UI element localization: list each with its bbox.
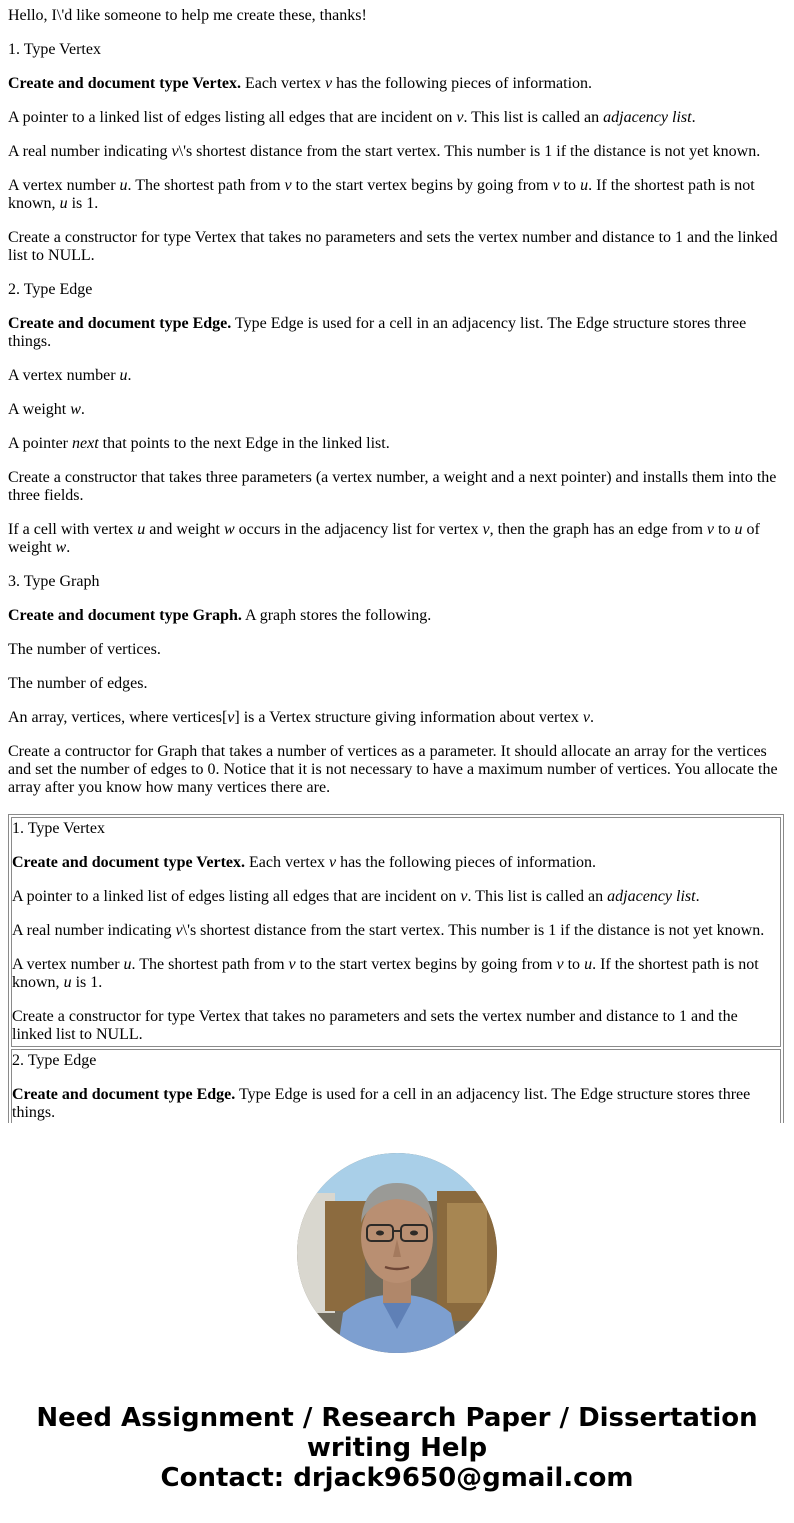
cell-vertex-constructor: Create a constructor for type Vertex that takes no parameters and sets the vertex number and distance to 1 and the linked list to NULL. (12, 1008, 738, 1043)
graph-vertices-array: An array, vertices, where vertices[v] is a Vertex structure giving information about vertex v. (8, 709, 595, 726)
edge-weight: A weight w. (8, 401, 85, 418)
cell-edge-heading: 2. Type Edge (12, 1052, 97, 1069)
cell-edge-lead: Create and document type Edge. Type Edge is used for a cell in an adjacency list. The Edge structure stores three things. (12, 1086, 751, 1121)
edge-constructor: Create a constructor that takes three parameters (a vertex number, a weight and a next pointer) and installs them into the three fields. (8, 469, 777, 504)
vertex-constructor: Create a constructor for type Vertex that takes no parameters and sets the vertex number and distance to 1 and the linked list to NULL. (8, 229, 778, 264)
author-portrait-image (297, 1153, 497, 1353)
vertex-distance: A real number indicating v\'s shortest distance from the start vertex. This number is 1 if the distance is not yet known. (8, 143, 761, 160)
edge-meaning: If a cell with vertex u and weight w occurs in the adjacency list for vertex v, then the graph has an edge from v to u of weight w. (8, 521, 760, 556)
footer-help-text: Need Assignment / Research Paper / Dissertation writing Help (36, 1403, 758, 1463)
vertex-heading: 1. Type Vertex (8, 41, 101, 58)
table-cell-vertex (11, 817, 781, 1047)
question-table (8, 814, 784, 1123)
cell-vertex-adjacency: A pointer to a linked list of edges listing all edges that are incident on v. This list is called an adjacency list. (12, 888, 700, 905)
cell-vertex-distance: A real number indicating v\'s shortest distance from the start vertex. This number is 1 if the distance is not yet known. (12, 922, 765, 939)
vertex-adjacency: A pointer to a linked list of edges listing all edges that are incident on v. This list is called an adjacency list. (8, 109, 696, 126)
edge-next-pointer: A pointer next that points to the next Edge in the linked list. (8, 435, 390, 452)
footer-contact-text: Contact: drjack9650@gmail.com (160, 1463, 634, 1493)
cell-vertex-heading: 1. Type Vertex (12, 820, 105, 837)
edge-lead: Create and document type Edge. Type Edge is used for a cell in an adjacency list. The Edge structure stores three things. (8, 315, 747, 350)
edge-vertex-number: A vertex number u. (8, 367, 132, 384)
graph-lead: Create and document type Graph. A graph stores the following. (8, 607, 432, 624)
intro-text: Hello, I\'d like someone to help me create these, thanks! (8, 7, 367, 24)
author-photo (297, 1153, 497, 1353)
cell-vertex-number: A vertex number u. The shortest path from v to the start vertex begins by going from v to u. If the shortest path is not known, u is 1. (12, 956, 759, 991)
graph-num-vertices: The number of vertices. (8, 641, 161, 658)
table-cell-edge (11, 1049, 781, 1123)
edge-heading: 2. Type Edge (8, 281, 93, 298)
graph-num-edges: The number of edges. (8, 675, 148, 692)
graph-constructor: Create a contructor for Graph that takes a number of vertices as a parameter. It should allocate an array for the vertices and set the number of edges to 0. Notice that it is not necessary to have a maximum number of vertices. You allocate the array after you know how many vertices there are. (8, 743, 778, 796)
vertex-number: A vertex number u. The shortest path from v to the start vertex begins by going from v to u. If the shortest path is not known, u is 1. (8, 177, 755, 212)
cell-vertex-lead: Create and document type Vertex. Each vertex v has the following pieces of information. (12, 854, 597, 871)
graph-heading: 3. Type Graph (8, 573, 100, 590)
footer-banner (0, 1403, 794, 1493)
question-body (8, 7, 786, 813)
vertex-lead: Create and document type Vertex. Each vertex v has the following pieces of information. (8, 75, 593, 92)
